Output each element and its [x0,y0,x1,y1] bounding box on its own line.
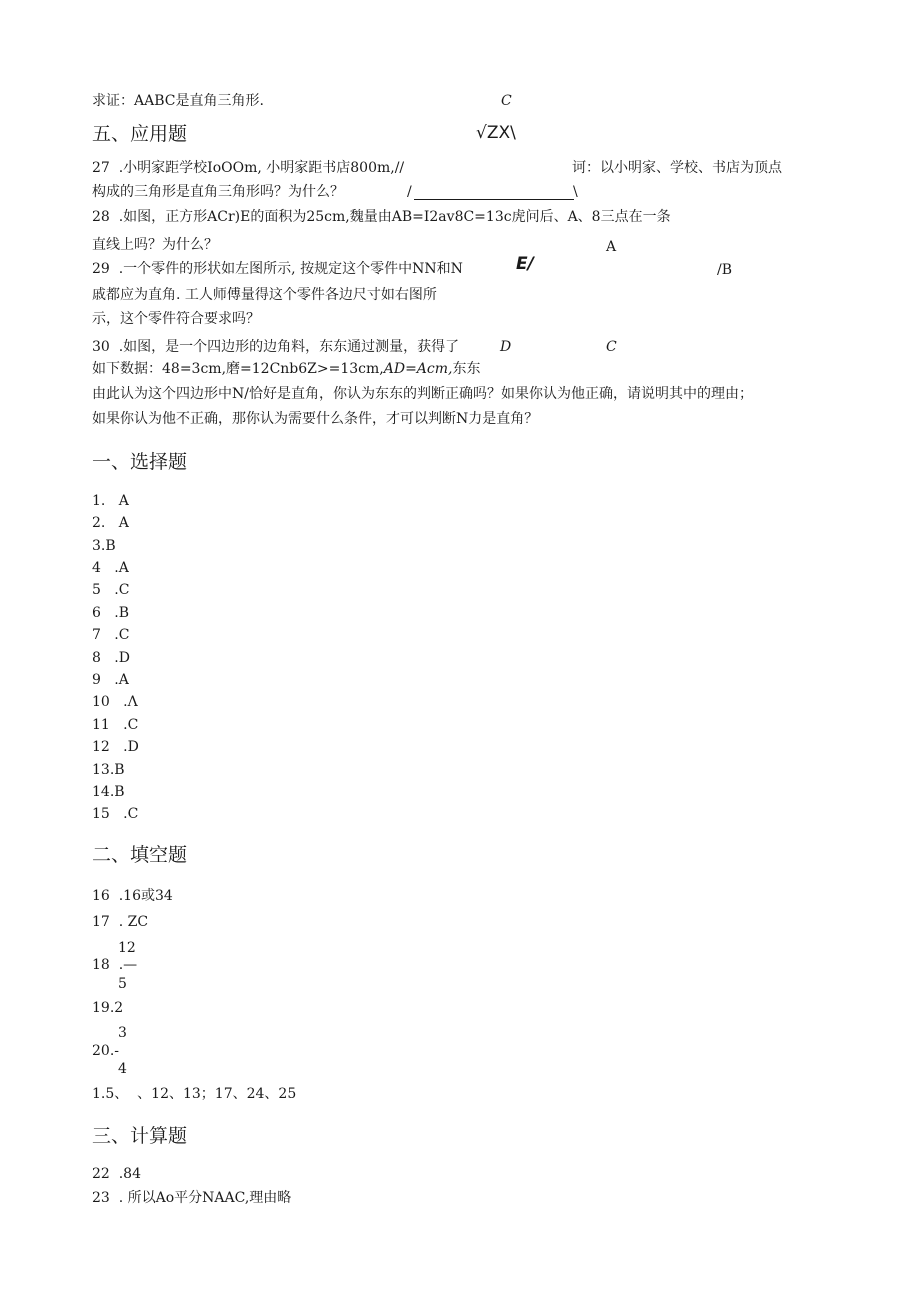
question-28-line1: 28 .如图，正方形ACr)E的面积为25cm,魏量由AB=I2av8C=13c虎问后、A、8三点在一条 [92,209,671,225]
answer-19: 19.2 [92,1000,124,1016]
figure-slash-right: \ [573,184,578,200]
answer-item: 4 .A [92,560,129,576]
figure-base-line [414,199,574,200]
question-30-data-italic: AD=Acm, [383,361,453,377]
answer-item: 9 .A [92,672,129,688]
answer-item: 12 .D [92,739,139,755]
answer-item: 15 .C [92,806,139,822]
answer-item: 6 .B [92,605,129,621]
question-29-line1: 29 .一个零件的形状如左图所示, 按规定这个零件中NN和N [92,261,463,277]
answer-20-denominator: 4 [118,1061,127,1077]
figure-label-a: A [606,239,617,255]
question-30-line3: 由此认为这个四边形中N/恰好是直角，你认为东东的判断正确吗？如果你认为他正确，请说明其中的理由； [92,386,753,402]
answer-item: 14.B [92,784,125,800]
figure-label-d: D [500,339,512,355]
question-27-line1: 27 .小明家距学校IoOOm, 小明家距书店800m,// [92,160,405,176]
figure-slash-left: / [407,184,412,200]
answer-item: 7 .C [92,627,130,643]
figure-label-e: E/ [516,254,534,274]
question-30-line4: 如果你认为他不正确，那你认为需要什么条件，才可以判断N力是直角？ [92,411,539,427]
question-27-line1-right: 诃：以小明家、学校、书店为顶点 [572,160,782,176]
answer-22: 22 .84 [92,1166,141,1182]
answer-item: 11 .C [92,717,139,733]
figure-label-c: C [501,93,512,109]
answer-item: 1. A [92,493,129,509]
section-title-calc: 三、计算题 [92,1125,188,1147]
answer-17: 17 . ZC [92,914,149,930]
section-title-choice: 一、选择题 [92,451,188,473]
answer-item: 2. A [92,515,129,531]
question-30-line2 [92,360,480,378]
question-30-line1: 30 .如图，是一个四边形的边角料，东东通过测量，获得了 [92,339,460,355]
answer-18: 18 .— [92,957,138,973]
question-29-line3: 示，这个零件符合要求吗？ [92,311,260,327]
answer-18-denominator: 5 [118,976,127,992]
question-27-line2: 构成的三角形是直角三角形吗？为什么？ [92,184,344,200]
section-title-applications: 五、应用题 [92,123,188,145]
answer-18-numerator: 12 [118,940,136,956]
answer-20-numerator: 3 [118,1025,127,1041]
figure-sqrt-mark: √ZX\ [476,123,516,143]
prove-statement: 求证：AABC是直角三角形. [92,93,264,109]
answer-16: 16 .16或34 [92,888,173,904]
question-30-data: 如下数据：48=3cm,磨=12Cnb6Z>=13cm, [92,361,384,377]
question-30-data-end: 东东 [452,361,481,377]
figure-label-c2: C [606,339,617,355]
answer-item: 8 .D [92,650,130,666]
answer-item: 10 .Λ [92,694,138,710]
question-28-line2: 直线上吗？为什么？ [92,237,218,253]
answer-21: 1.5、 、12、13；17、24、25 [92,1086,297,1102]
answer-23: 23 . 所以Ao平分NAAC,理由略 [92,1190,292,1206]
section-title-fill: 二、填空题 [92,844,188,866]
figure-label-b: /B [717,262,733,278]
answer-item: 13.B [92,762,125,778]
answer-20: 20.- [92,1043,119,1059]
question-29-line2: 戚都应为直角. 工人师傅量得这个零件各边尺寸如右图所 [92,287,437,303]
answer-item: 3.B [92,538,116,554]
answer-item: 5 .C [92,582,130,598]
